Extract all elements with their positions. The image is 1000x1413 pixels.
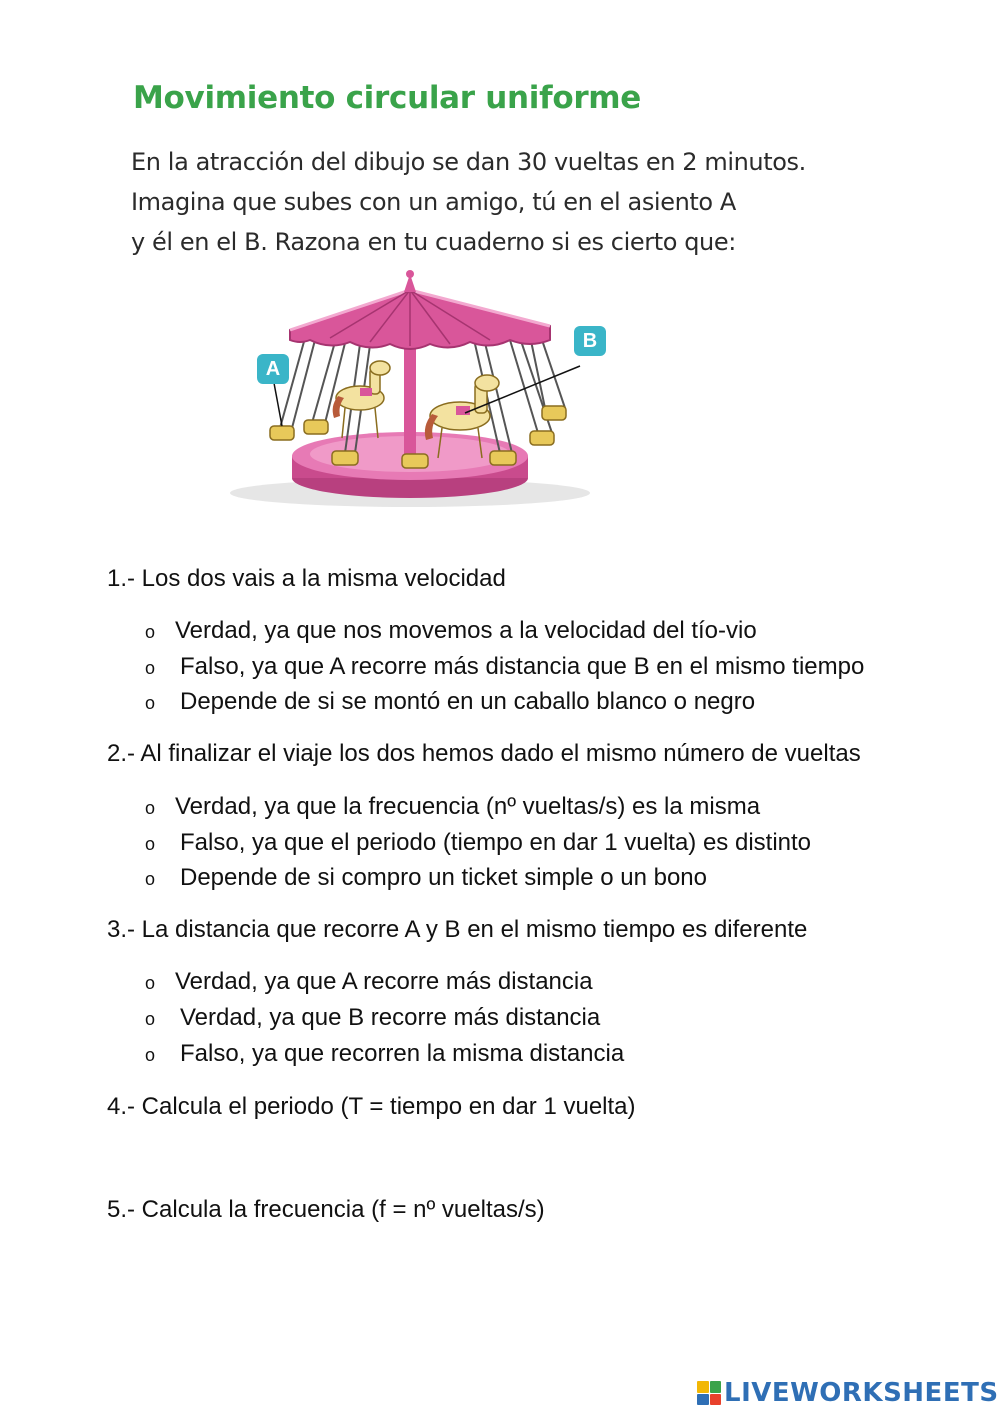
bullet-icon: o <box>145 869 156 889</box>
option-text: Verdad, ya que A recorre más distancia <box>175 968 593 995</box>
page-title: Movimiento circular uniforme <box>133 80 642 116</box>
option-text: Depende de si compro un ticket simple o un bono <box>180 864 707 891</box>
option-item[interactable] <box>145 653 864 681</box>
bullet-icon: o <box>145 693 156 713</box>
option-text: Verdad, ya que la frecuencia (nº vueltas/s) es la misma <box>175 793 761 820</box>
bullet-icon: o <box>145 1009 156 1029</box>
liveworksheets-logo <box>697 1378 999 1408</box>
option-item[interactable] <box>145 793 760 821</box>
bullet-icon: o <box>145 1045 156 1065</box>
option-text: Verdad, ya que nos movemos a la velocidad del tío-vio <box>175 617 757 644</box>
question-4: 4.- Calcula el periodo (T = tiempo en dar 1 vuelta) <box>107 1093 636 1120</box>
carousel-icon <box>220 268 620 508</box>
logo-icon <box>697 1381 721 1405</box>
logo-text: LIVEWORKSHEETS <box>724 1378 999 1408</box>
option-item[interactable] <box>145 968 593 996</box>
option-text: Falso, ya que recorren la misma distancia <box>180 1040 625 1067</box>
bullet-icon: o <box>145 834 156 854</box>
bullet-icon: o <box>145 798 156 818</box>
bullet-icon: o <box>145 622 156 642</box>
seat-a-label-text: A <box>265 358 281 380</box>
option-item[interactable] <box>145 864 707 892</box>
intro-text <box>131 142 851 262</box>
option-text: Depende de si se montó en un caballo blanco o negro <box>180 688 756 715</box>
carousel-illustration <box>220 268 620 508</box>
seat-a-label <box>257 354 289 384</box>
seat-b-label <box>574 326 606 356</box>
option-text: Falso, ya que A recorre más distancia que B en el mismo tiempo <box>180 653 865 680</box>
seat-b-label-text: B <box>582 330 598 352</box>
bullet-icon: o <box>145 973 156 993</box>
option-text: Verdad, ya que B recorre más distancia <box>180 1004 601 1031</box>
option-text: Falso, ya que el periodo (tiempo en dar 1 vuelta) es distinto <box>180 829 812 856</box>
option-item[interactable] <box>145 617 757 645</box>
question-3: 3.- La distancia que recorre A y B en el mismo tiempo es diferente <box>107 916 808 943</box>
question-5: 5.- Calcula la frecuencia (f = nº vueltas/s) <box>107 1196 545 1223</box>
option-item[interactable] <box>145 688 755 716</box>
question-2: 2.- Al finalizar el viaje los dos hemos dado el mismo número de vueltas <box>107 740 861 767</box>
intro-line: En la atracción del dibujo se dan 30 vueltas en 2 minutos. <box>131 148 806 176</box>
question-1: 1.- Los dos vais a la misma velocidad <box>107 565 506 592</box>
option-item[interactable] <box>145 829 811 857</box>
option-item[interactable] <box>145 1040 624 1068</box>
intro-line: Imagina que subes con un amigo, tú en el asiento A <box>131 188 736 216</box>
option-item[interactable] <box>145 1004 600 1032</box>
intro-line: y él en el B. Razona en tu cuaderno si es cierto que: <box>131 228 736 256</box>
bullet-icon: o <box>145 658 156 678</box>
